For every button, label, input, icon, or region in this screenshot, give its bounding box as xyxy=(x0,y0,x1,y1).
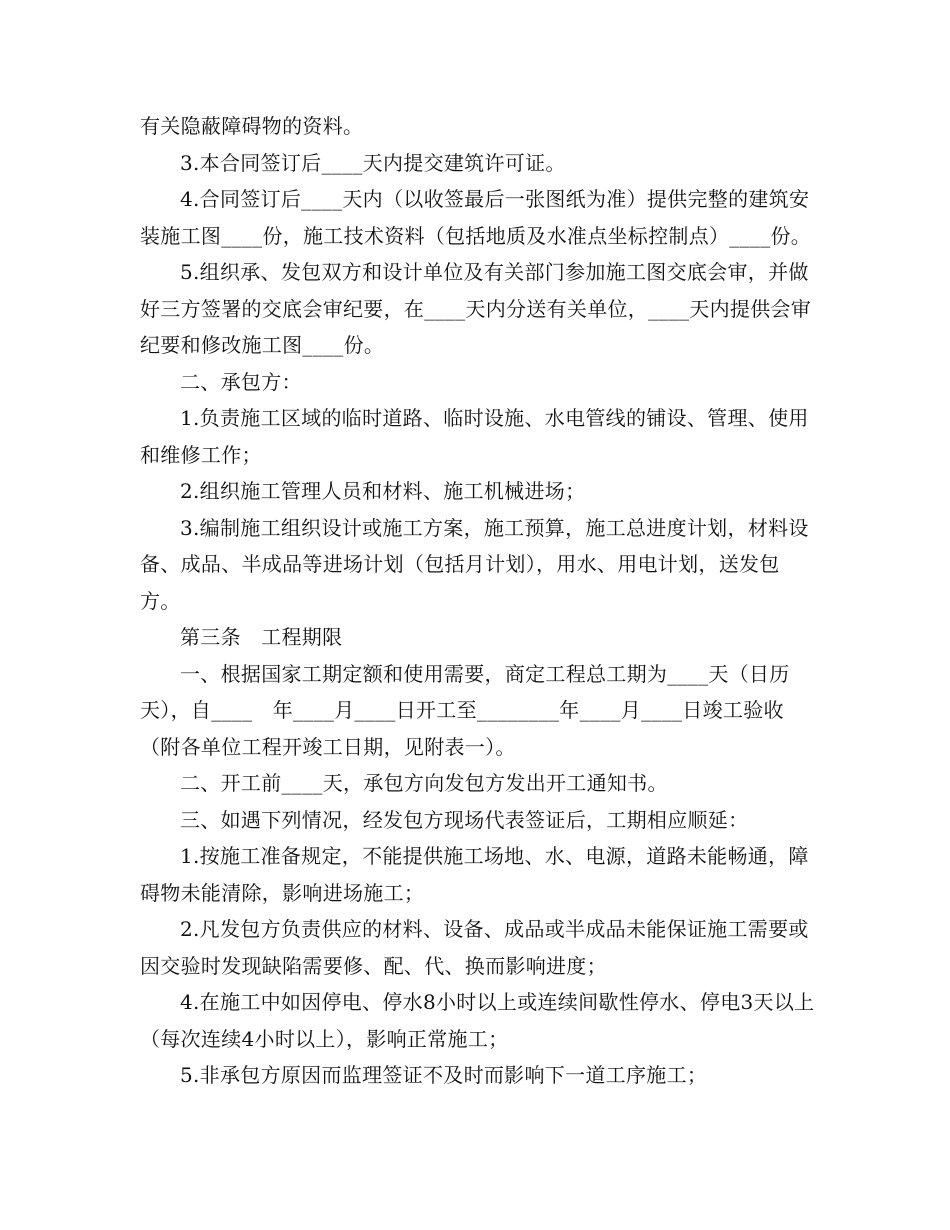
paragraph-personnel-entry: 2.组织施工管理人员和材料、施工机械进场； xyxy=(180,479,586,503)
paragraph-materials-supply: 2.凡发包方负责供应的材料、设备、成品或半成品未能保证施工需要或因交验时发现缺陷需要修、配、代、换而影响进度； xyxy=(140,917,809,978)
paragraph-construction-drawings: 4.合同签订后____天内（以收签最后一张图纸为准）提供完整的建筑安装施工图____份，施工技术资料（包括地质及水准点坐标控制点）____份。 xyxy=(140,187,812,248)
section-heading-contractor: 二、承包方： xyxy=(180,369,302,394)
paragraph-hidden-obstacles: 有关隐蔽障碍物的资料。 xyxy=(140,114,364,138)
paragraph-building-permit: 3.本合同签订后____天内提交建筑许可证。 xyxy=(180,150,566,175)
article-heading-project-period: 第三条 工程期限 xyxy=(180,625,343,649)
paragraph-drawing-review: 5.组织承、发包双方和设计单位及有关部门参加施工图交底会审，并做好三方签署的交底会审纪要，在____天内分送有关单位，____天内提供会审纪要和修改施工图____份。 xyxy=(140,260,812,357)
paragraph-construction-plan: 3.编制施工组织设计或施工方案，施工预算，施工总进度计划，材料设备、成品、半成品等进场计划（包括月计划），用水、用电计划，送发包方。 xyxy=(140,515,809,613)
paragraph-temporary-facilities: 1.负责施工区域的临时道路、临时设施、水电管线的铺设、管理、使用和维修工作； xyxy=(140,406,809,467)
paragraph-power-water-outage: 4.在施工中如因停电、停水8小时以上或连续间歇性停水、停电3天以上（每次连续4小时以上），影响正常施工； xyxy=(140,990,815,1051)
paragraph-site-not-ready: 1.按施工准备规定，不能提供施工场地、水、电源，道路未能畅通，障碍物未能清除，影响进场施工； xyxy=(140,844,809,905)
paragraph-supervision-delay: 5.非承包方原因而监理签证不及时而影响下一道工序施工； xyxy=(180,1063,708,1087)
paragraph-total-duration: 一、根据国家工期定额和使用需要，商定工程总工期为____天（日历天），自____ 年____月____日开工至________年____月____日竣工验收（附各单位工程开竣工日期，见附表一）。 xyxy=(140,661,790,759)
paragraph-start-notice: 二、开工前____天，承包方向发包方发出开工通知书。 xyxy=(180,771,668,795)
paragraph-extension-conditions: 三、如遇下列情况，经发包方现场代表签证后，工期相应顺延： xyxy=(180,807,749,832)
document-body xyxy=(140,108,820,1094)
